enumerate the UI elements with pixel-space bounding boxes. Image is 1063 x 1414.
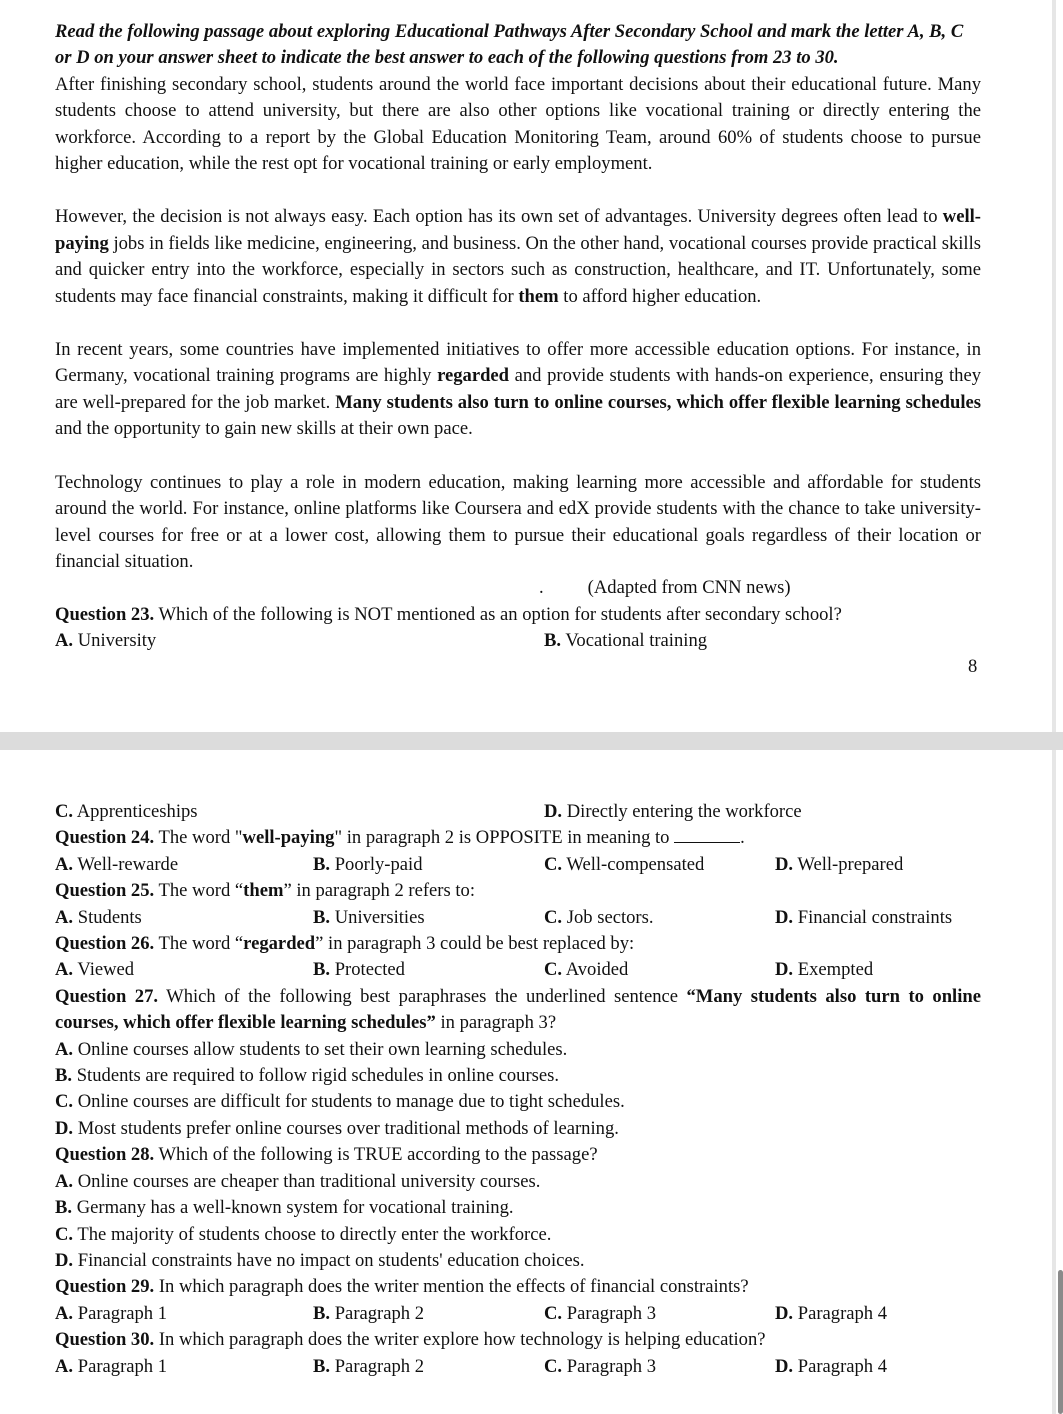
question-25: Question 25. The word “them” in paragraph 2 refers to:	[55, 880, 475, 902]
question-28-option-b: B. Germany has a well-known system for vocational training.	[55, 1197, 514, 1219]
option-d: D. Paragraph 4	[775, 1355, 888, 1377]
question-28-option-c: C. The majority of students choose to directly enter the workforce.	[55, 1223, 552, 1245]
option-c: C. Job sectors.	[544, 906, 654, 928]
option-d: D. Financial constraints	[775, 906, 953, 928]
question-27: Question 27. Which of the following best paraphrases the underlined sentence “Many students also turn to online courses, which offer flexible learning schedules” in paragraph 3?	[55, 985, 981, 1034]
option-a: A. Students	[55, 906, 142, 928]
page-separator	[0, 732, 1063, 750]
question-27-option-d: D. Most students prefer online courses over traditional methods of learning.	[55, 1117, 619, 1139]
question-25-options	[55, 905, 981, 931]
question-24-options	[55, 852, 981, 878]
question-27-option-b: B. Students are required to follow rigid schedules in online courses.	[55, 1065, 560, 1087]
option-b: B. Poorly-paid	[313, 853, 423, 875]
option-a: A. Paragraph 1	[55, 1355, 168, 1377]
option-a: A. Well-rewarde	[55, 853, 179, 875]
question-30: Question 30. In which paragraph does the writer explore how technology is helping education?	[55, 1329, 766, 1351]
option-b: B. Vocational training	[544, 630, 708, 652]
option-a: A. Viewed	[55, 959, 135, 981]
source-credit: . (Adapted from CNN news)	[539, 577, 791, 599]
option-a: A. Paragraph 1	[55, 1302, 168, 1324]
page-1-content	[55, 19, 981, 655]
option-d: D. Exempted	[775, 959, 874, 981]
question-30-options	[55, 1354, 981, 1380]
question-23: Question 23. Which of the following is NOT mentioned as an option for students after secondary school?	[55, 603, 842, 625]
instructions: Read the following passage about exploring Educational Pathways After Secondary School and mark the letter A, B, C or D on your answer sheet to indicate the best answer to each of the following questions from 23 to 30.	[55, 21, 964, 69]
option-c: C. Apprenticeships	[55, 801, 198, 822]
option-c: C. Well-compensated	[544, 853, 705, 875]
option-d: D. Well-prepared	[775, 853, 904, 875]
question-29-options	[55, 1301, 981, 1327]
option-b: B. Paragraph 2	[313, 1355, 425, 1377]
question-26: Question 26. The word “regarded” in paragraph 3 could be best replaced by:	[55, 933, 635, 955]
option-c: C. Paragraph 3	[544, 1355, 657, 1377]
option-b: B. Protected	[313, 959, 405, 981]
option-d: D. Paragraph 4	[775, 1302, 888, 1324]
question-24: Question 24. The word "well-paying" in paragraph 2 is OPPOSITE in meaning to .	[55, 827, 745, 849]
scrollbar-thumb[interactable]	[1058, 1270, 1063, 1414]
option-d: D. Directly entering the workforce	[544, 801, 802, 822]
paragraph-4: Technology continues to play a role in modern education, making learning more accessible and affordable for students around the world. For instance, online platforms like Coursera and edX provide students with the chance to take university-level courses for free or at a lower cost, allowing them to pursue their educational goals regardless of their location or financial situation.	[55, 471, 981, 572]
option-a: A. University	[55, 630, 157, 652]
paragraph-3: In recent years, some countries have implemented initiatives to offer more accessible education options. For instance, in Germany, vocational training programs are highly regarded and provide students with hands-on experience, ensuring they are well-prepared for the job market. Many students also turn to online courses, which offer flexible learning schedules and the opportunity to gain new skills at their own pace.	[55, 339, 981, 440]
question-29: Question 29. In which paragraph does the writer mention the effects of financial constraints?	[55, 1276, 749, 1298]
question-28-option-a: A. Online courses are cheaper than traditional university courses.	[55, 1170, 541, 1192]
option-b: B. Universities	[313, 906, 425, 928]
question-28: Question 28. Which of the following is TRUE according to the passage?	[55, 1144, 598, 1166]
question-23-options-ab	[55, 628, 981, 654]
page-number: 8	[968, 656, 978, 677]
paragraph-2: However, the decision is not always easy. Each option has its own set of advantages. University degrees often lead to well-paying jobs in fields like medicine, engineering, and business. On the other hand, vocational courses provide practical skills and quicker entry into the workforce, especially in sectors such as construction, healthcare, and IT. Unfortunately, some students may face financial constraints, making it difficult for them to afford higher education.	[55, 206, 981, 307]
question-27-option-a: A. Online courses allow students to set their own learning schedules.	[55, 1038, 568, 1060]
option-c: C. Avoided	[544, 959, 629, 981]
paragraph-1: After finishing secondary school, students around the world face important decisions about their educational future. Many students choose to attend university, but there are also other options like vocational training or directly entering the workforce. According to a report by the Global Education Monitoring Team, around 60% of students choose to pursue higher education, while the rest opt for vocational training or early employment.	[55, 73, 981, 175]
question-26-options	[55, 957, 981, 983]
question-28-option-d: D. Financial constraints have no impact on students' education choices.	[55, 1249, 585, 1271]
option-b: B. Paragraph 2	[313, 1302, 425, 1324]
option-c: C. Paragraph 3	[544, 1302, 657, 1324]
page-2-content	[55, 799, 981, 1380]
question-27-option-c: C. Online courses are difficult for students to manage due to tight schedules.	[55, 1091, 625, 1113]
question-23-options-cd	[55, 799, 981, 825]
